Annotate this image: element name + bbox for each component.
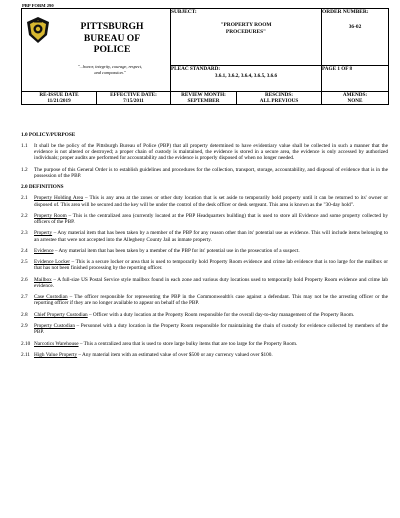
- agency-line: PITTSBURGH: [80, 21, 144, 32]
- paragraph-text: – This is any area at the zones or other duty location that is set aside to temporarily hold property until it can be returned to its' owner or disposed of. This area will be secured and the key will be under the control of the desk officer or desk sergeant. This area is known as the "30-day hold".: [34, 195, 388, 208]
- paragraph-text: It shall be the policy of the Pittsburgh Bureau of Police (PBP) that all property determined to have evidentiary value shall be collected in such a manner that the evidence is not altered or destroyed; a proper chain of custody is maintained, the evidence is stored in a secure area, the evidence is only accessed by authorized individuals; proper audits are performed for accountability and the evidence is properly disposed of when no longer needed.: [34, 143, 388, 162]
- paragraph-text: – This a centralized area that is used to store large bulky items that are too large for the Property Room.: [78, 340, 298, 347]
- agency-line: POLICE: [93, 44, 131, 55]
- plea-standard-label: PLEAC STANDARD:: [171, 66, 221, 73]
- defined-term: High Value Property: [34, 352, 78, 358]
- numbered-paragraph: [21, 143, 388, 161]
- subject-line: "PROPERTY ROOM: [220, 22, 272, 28]
- order-body: [21, 132, 388, 363]
- order-number-label: ORDER NUMBER:: [322, 9, 369, 15]
- review-month-value: SEPTEMBER: [187, 98, 220, 105]
- paragraph-number: 2.1: [21, 195, 28, 202]
- paragraph-text: – Any material item with an estimated value of over $500 or any currency valued over $100.: [77, 352, 273, 358]
- defined-term: Chief Property Custodian: [34, 311, 88, 318]
- paragraph-number: 2.7: [21, 294, 28, 301]
- agency-cell: [22, 9, 171, 92]
- motto-line: "...honor, integrity, courage, respect,: [77, 64, 143, 69]
- defined-term: Property: [34, 230, 53, 237]
- paragraph-number: 1.1: [21, 143, 28, 150]
- defined-term: Case Custodian: [34, 294, 68, 301]
- reissue-date-label: RE-ISSUE DATE: [39, 92, 79, 98]
- paragraph-number: 1.2: [21, 166, 28, 173]
- paragraph-text: – Any material item that has been taken by a member of the PBP for its' potential use in the prosecution of a suspect.: [53, 247, 300, 254]
- numbered-paragraph: [21, 312, 388, 318]
- numbered-paragraph: [21, 352, 388, 358]
- agency-motto: [50, 64, 170, 75]
- agency-name: [58, 21, 166, 56]
- rescinds-cell: [237, 92, 322, 105]
- plea-standard-value: 3.6.1, 3.6.2, 3.6.4, 3.6.5, 3.6.6: [214, 72, 278, 79]
- section-heading: 2.0 DEFINITIONS: [21, 184, 64, 191]
- reissue-date-value: 11/21/2019: [47, 98, 71, 105]
- paragraph-text: – The officer responsible for representing the PBP in the Commonwealth's case against a defendant. This may not be the arresting officer or the reporting officer if they are no longer available to appear on behalf of the PBP.: [34, 294, 388, 307]
- police-badge-icon: [27, 17, 49, 43]
- paragraph-number: 2.10: [21, 340, 31, 347]
- section-heading: 1.0 POLICY/PURPOSE: [21, 132, 76, 138]
- motto-line: and compassion.": [94, 69, 126, 75]
- defined-term: Property Room: [34, 212, 67, 219]
- paragraph-text: – This is the centralized area (currently located at the PBP Headquarters building) that is used to store all Evidence and some property collected by officers of the PBP.: [34, 212, 388, 226]
- numbered-paragraph: [21, 213, 388, 225]
- rescinds-value: ALL PREVIOUS: [259, 98, 299, 105]
- numbered-paragraph: [21, 277, 388, 289]
- order-number-cell: [322, 9, 389, 66]
- numbered-paragraph: [21, 323, 388, 335]
- defined-term: Property Holding Area: [34, 195, 84, 202]
- page-indicator: PAGE 1 OF 8: [322, 66, 353, 73]
- paragraph-text: – Personnel with a duty location in the Property Room responsible for maintaining the chain of custody for evidence collected by members of the PBP.: [34, 323, 388, 336]
- reissue-date-cell: [22, 92, 97, 105]
- paragraph-number: 2.2: [21, 212, 28, 219]
- paragraph-number: 2.4: [21, 247, 28, 254]
- paragraph-number: 2.5: [21, 259, 28, 266]
- paragraph-text: – A full-size US Postal Service style mailbox found in each zone and various duty locations used to temporarily hold Property Room evidence and crime lab evidence.: [34, 276, 388, 289]
- order-number-value: 36-02: [348, 24, 362, 30]
- numbered-paragraph: [21, 341, 388, 347]
- paragraph-text: – Officer with a duty location at the Property Room responsible for the overall day-to-day management of the Property Room.: [87, 311, 355, 318]
- paragraph-number: 2.8: [21, 311, 28, 318]
- rescinds-label: RESCINDS:: [265, 92, 293, 98]
- paragraph-text: – This is a secure locker or area that is used to temporarily hold Property Room evidence and crime lab evidence that is too large for the mailbox or that has not been finished processing by the reporting officer.: [34, 259, 388, 272]
- defined-term: Evidence: [34, 247, 54, 254]
- numbered-paragraph: [21, 294, 388, 306]
- form-number: PBP FORM 290: [22, 3, 54, 8]
- defined-term: Property Custodian: [34, 323, 75, 330]
- review-month-cell: [171, 92, 237, 105]
- defined-term: Narcotics Warehouse: [34, 340, 79, 347]
- paragraph-number: 2.11: [21, 352, 30, 358]
- paragraph-number: 2.3: [21, 230, 28, 237]
- numbered-paragraph: [21, 259, 388, 271]
- amends-cell: [322, 92, 389, 105]
- order-header-table: [21, 8, 389, 105]
- page-indicator-cell: [322, 66, 389, 92]
- numbered-paragraph: [21, 230, 388, 242]
- subject-label: SUBJECT:: [171, 9, 197, 15]
- subject-cell: [171, 9, 322, 66]
- subject-title: [171, 22, 321, 35]
- effective-date-cell: [97, 92, 171, 105]
- numbered-paragraph: [21, 167, 388, 179]
- numbered-paragraph: [21, 248, 388, 254]
- paragraph-text: The purpose of this General Order is to establish guidelines and procedures for the collection, transport, storage, accountability, and disposal of evidence that is in the possession of the PBP.: [34, 166, 388, 179]
- defined-term: Mailbox: [34, 276, 52, 283]
- paragraph-number: 2.9: [21, 323, 28, 330]
- effective-date-value: 7/15/2011: [123, 98, 144, 105]
- effective-date-label: EFFECTIVE DATE:: [110, 92, 157, 98]
- plea-standard-cell: [171, 66, 322, 92]
- numbered-paragraph: [21, 195, 388, 207]
- amends-value: NONE: [347, 98, 363, 105]
- paragraph-number: 2.6: [21, 276, 28, 283]
- review-month-label: REVIEW MONTH:: [181, 92, 226, 98]
- defined-term: Evidence Locker: [34, 259, 70, 266]
- agency-line: BUREAU OF: [83, 32, 141, 44]
- amends-label: AMENDS:: [342, 92, 368, 98]
- subject-line: PROCEDURES": [225, 28, 267, 35]
- paragraph-text: – Any material item that has been taken by a member of the PBP for any reason other than its' potential use as evidence. This will include items belonging to an arrestee that were not accepted into the Allegheny County Jail as inmate property.: [34, 230, 388, 243]
